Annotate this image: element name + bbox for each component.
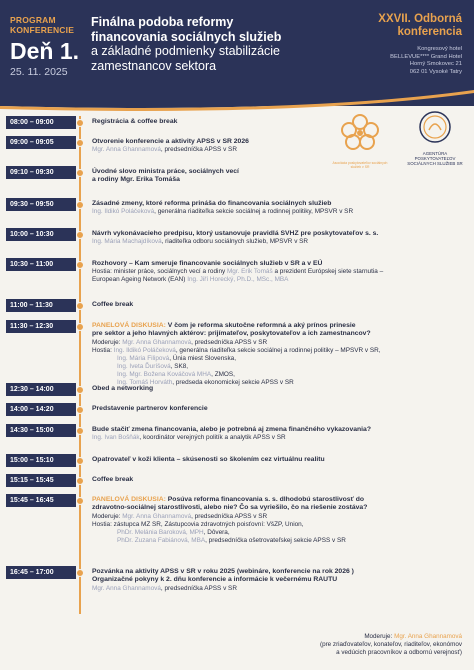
speaker-name: Ing. Ivan Bošňák	[92, 434, 140, 442]
guest-role: , Únia miest Slovenska,	[169, 354, 236, 362]
guest-role: , predsedníčka ošetrovateľskej sekcie APSS v SR	[205, 536, 346, 544]
time-badge: 14:30 – 15:00	[6, 424, 76, 437]
agentura-line3: SOCIÁLNYCH SLUŽIEB SR	[407, 161, 463, 166]
speaker-name: Mgr. Anna Ghannamová	[92, 146, 161, 154]
session-content	[92, 405, 364, 413]
moderator-role: , predsedníčka APSS v SR	[191, 512, 268, 520]
title-line3: a základné podmienky stabilizácie	[91, 44, 280, 58]
footer-mod-name: Mgr. Anna Ghannamová	[394, 633, 462, 640]
apss-logo-text: Asociácia poskytovateľov sociálnych služieb v SR	[332, 161, 388, 169]
session-content	[92, 496, 462, 545]
guest-role: , predseda ekonomickej sekcie APSS v SR	[172, 378, 294, 386]
moderator-role: , predsedníčka APSS v SR	[191, 338, 268, 346]
program-label	[10, 15, 74, 35]
timeline-dot	[76, 231, 84, 239]
guest-name: Ing. Tomáš Horváth	[117, 378, 173, 386]
guest-name: Ing. Ildikó Poláčeková	[113, 346, 176, 354]
session-content	[92, 568, 462, 593]
session-content	[92, 426, 462, 442]
session-title-cont: pre sektor a jeho hlavných aktérov: prijímateľov, poskytovateľov a ich zamestnancov?	[92, 330, 371, 338]
session-title: Úvodné slovo ministra práce, sociálnych vecí	[92, 168, 239, 175]
day-label: Deň 1.	[10, 38, 80, 64]
session-content	[92, 301, 364, 309]
guest-role: , Zástupcovia zdravotných poisťovní: VšZP, Union,	[160, 520, 304, 528]
footer-audience-line2: a vedúcich pracovníkov a odbornú verejnosť)	[336, 648, 462, 656]
venue-line1: Kongresový hotel	[417, 46, 462, 52]
timeline-dot	[76, 497, 84, 505]
program-line2: KONFERENCIE	[10, 25, 75, 35]
moderator-name: Mgr. Anna Ghannamová	[122, 338, 192, 346]
timeline-dot	[76, 169, 84, 177]
session-content	[92, 260, 462, 284]
time-badge: 15:15 – 15:45	[6, 474, 76, 487]
session-content	[92, 118, 364, 126]
time-badge: 11:00 – 11:30	[6, 299, 76, 312]
date-label: 25. 11. 2025	[10, 66, 68, 78]
guest-name: PhDr. Melánia Baroková, MPH	[117, 528, 204, 536]
speaker-role: , predsedníčka APSS v SR	[160, 146, 237, 154]
guest-title: , Ph.D., MSc., MBA	[233, 276, 289, 284]
session-title: Návrh vykonávacieho predpisu, ktorý ustanovuje pravidlá SVHZ pre poskytovateľov s. s.	[92, 230, 379, 237]
timeline-dot	[76, 261, 84, 269]
conf-line2: konferencia	[397, 26, 462, 38]
session-title: Posúva reforma financovania s. s. dlhodobú starostlivosť do	[165, 496, 365, 503]
title-line2: financovania sociálnych služieb	[91, 29, 282, 44]
session-title: Opatrovateľ v koži klienta – skúsenosti so školením cez virtuálnu realitu	[92, 456, 325, 463]
timeline-dot	[76, 406, 84, 414]
agentura-emblem-icon	[418, 110, 452, 144]
guests-text: European Ageing Network (EAN)	[92, 276, 188, 284]
time-badge: 15:00 – 15:10	[6, 454, 76, 467]
time-badge: 09:10 – 09:30	[6, 166, 76, 179]
time-badge: 09:30 – 09:50	[6, 198, 76, 211]
time-badge: 12:30 – 14:00	[6, 383, 76, 396]
session-content	[92, 230, 462, 246]
guest-name: Ing. Mgr. Božena Kováčová MHA	[117, 370, 212, 378]
speaker-role: , predsedníčka APSS v SR	[160, 584, 237, 592]
agentura-logo-text	[400, 151, 470, 166]
guest-name: PhDr. Zuzana Fabiánová, MBA	[117, 536, 206, 544]
agentura-line1: AGENTÚRA	[422, 151, 448, 156]
session-title-cont: zdravotno-sociálnej starostlivosti, alebo nie? Čo sa vyriešilo, čo na riešenie zostáva?	[92, 504, 368, 512]
conf-line1: XXVII. Odborná	[378, 13, 462, 25]
panel-label: PANELOVÁ DISKUSIA:	[92, 496, 166, 503]
moderator-label: Moderuje:	[92, 338, 123, 346]
guest-name: Ing. Iveta Ďuríšová	[117, 362, 171, 370]
timeline-dot	[76, 201, 84, 209]
session-content	[92, 200, 462, 216]
guest-role: , generálna riaditeľka sekcie sociálnej a rodinnej politiky – MPSVR v SR,	[175, 346, 381, 354]
session-title: Coffee break	[92, 301, 134, 308]
session-title-cont: Organizačné pokyny k 2. dňu konferencie a informácie k večernému RAUTU	[92, 576, 338, 584]
title-line4: zamestnancov sektora	[91, 58, 217, 73]
title-line1: Finálna podoba reformy	[91, 15, 234, 29]
session-title-cont: a rodiny Mgr. Erika Tomáša	[92, 176, 180, 184]
moderator-name: Mgr. Anna Ghannamová	[122, 512, 192, 520]
time-badge: 11:30 – 12:30	[6, 320, 76, 333]
speaker-name: Mgr. Anna Ghannamová	[92, 584, 161, 592]
guest-name: Mgr. Erik Tomáš	[226, 268, 273, 276]
session-content	[92, 322, 462, 387]
speaker-name: Ing. Mária Machajdíková	[92, 238, 162, 246]
time-badge: 10:30 – 11:00	[6, 258, 76, 271]
session-title: Pozvánka na aktivity APSS v SR v roku 2025 (webináre, konferencie na rok 2026 )	[92, 568, 354, 575]
header-wave	[0, 84, 474, 112]
guest-name: Ing. Jiří Horecký	[187, 276, 234, 284]
time-badge: 08:00 – 09:00	[6, 116, 76, 129]
conference-edition	[342, 13, 462, 39]
speaker-role: , riaditeľka odboru sociálnych služieb, MPSVR v SR	[161, 238, 309, 246]
timeline-dot	[76, 457, 84, 465]
time-badge: 10:00 – 10:30	[6, 228, 76, 241]
speaker-role: , generálna riaditeľka sekcie sociálnej a rodinnej politiky, MPSVR v SR	[154, 208, 354, 216]
guest-role: , ZMOS,	[211, 370, 235, 378]
session-title: Otvorenie konferencie a aktivity APSS v SR 2026	[92, 138, 249, 145]
venue-address	[342, 46, 462, 76]
conference-title	[91, 15, 341, 73]
timeline-dot	[76, 302, 84, 310]
footer-moderator	[202, 633, 462, 656]
venue-line4: 062 01 Vysoké Tatry	[409, 68, 462, 75]
time-badge: 14:00 – 14:20	[6, 403, 76, 416]
moderator-label: Moderuje:	[92, 512, 123, 520]
session-title: Bude stačiť zmena financovania, alebo je potrebná aj zmena finančného vykazovania?	[92, 426, 371, 433]
agentura-logo	[400, 110, 470, 166]
session-title: Predstavenie partnerov konferencie	[92, 405, 208, 412]
session-title: V čom je reforma skutočne reformná a aký prínos prinesie	[165, 322, 356, 329]
speaker-role: , koordinátor verejných politík a analytik APSS v SR	[139, 434, 286, 442]
timeline-dot	[76, 139, 84, 147]
session-title: Obed a networking	[92, 385, 154, 392]
guest-role: , SK8,	[170, 362, 189, 370]
session-content	[92, 385, 364, 393]
session-title: Zásadné zmeny, ktoré reforma prináša do financovania sociálnych služieb	[92, 200, 332, 207]
guests-label: Hostia:	[92, 520, 114, 528]
guests-text: Hostia: minister práce, sociálnych vecí a rodiny	[92, 268, 227, 276]
panel-label: PANELOVÁ DISKUSIA:	[92, 322, 166, 329]
timeline-dot	[76, 323, 84, 331]
agentura-line2: POSKYTOVATEĽOV	[414, 156, 456, 161]
session-title: Rozhovory – Kam smeruje financovanie sociálnych služieb v SR a v EÚ	[92, 260, 323, 267]
program-line1: PROGRAM	[10, 15, 56, 25]
speaker-name: Ing. Ildikó Poláčeková	[92, 208, 155, 216]
timeline-dot	[76, 386, 84, 394]
guest-name: Ing. Mária Filipová	[117, 354, 170, 362]
timeline-dot	[76, 119, 84, 127]
timeline-dot	[76, 427, 84, 435]
session-title: Coffee break	[92, 476, 134, 483]
session-content	[92, 168, 364, 185]
session-content	[92, 456, 462, 464]
timeline-line	[79, 116, 81, 614]
time-badge: 15:45 – 16:45	[6, 494, 76, 507]
guests-label: Hostia:	[92, 346, 114, 354]
footer-audience-line1: (pre zriaďovateľov, konateľov, riaditeľov, ekonómov	[319, 640, 462, 648]
session-content	[92, 476, 364, 484]
guest-name: zástupca MZ SR	[113, 520, 161, 528]
guests-text-cont: a prezident Európskej siete starnutia –	[272, 268, 384, 276]
time-badge: 09:00 – 09:05	[6, 136, 76, 149]
time-badge: 16:45 – 17:00	[6, 566, 76, 579]
session-content	[92, 138, 364, 154]
session-title: Registrácia & coffee break	[92, 118, 178, 125]
guest-role: , Dôvera,	[203, 528, 230, 536]
footer-mod-label: Moderuje:	[364, 633, 395, 640]
timeline-dot	[76, 569, 84, 577]
venue-line3: Horný Smokovec 21	[409, 61, 462, 67]
venue-line2: BELLEVUE**** Grand Hotel	[390, 53, 462, 60]
timeline-dot	[76, 477, 84, 485]
